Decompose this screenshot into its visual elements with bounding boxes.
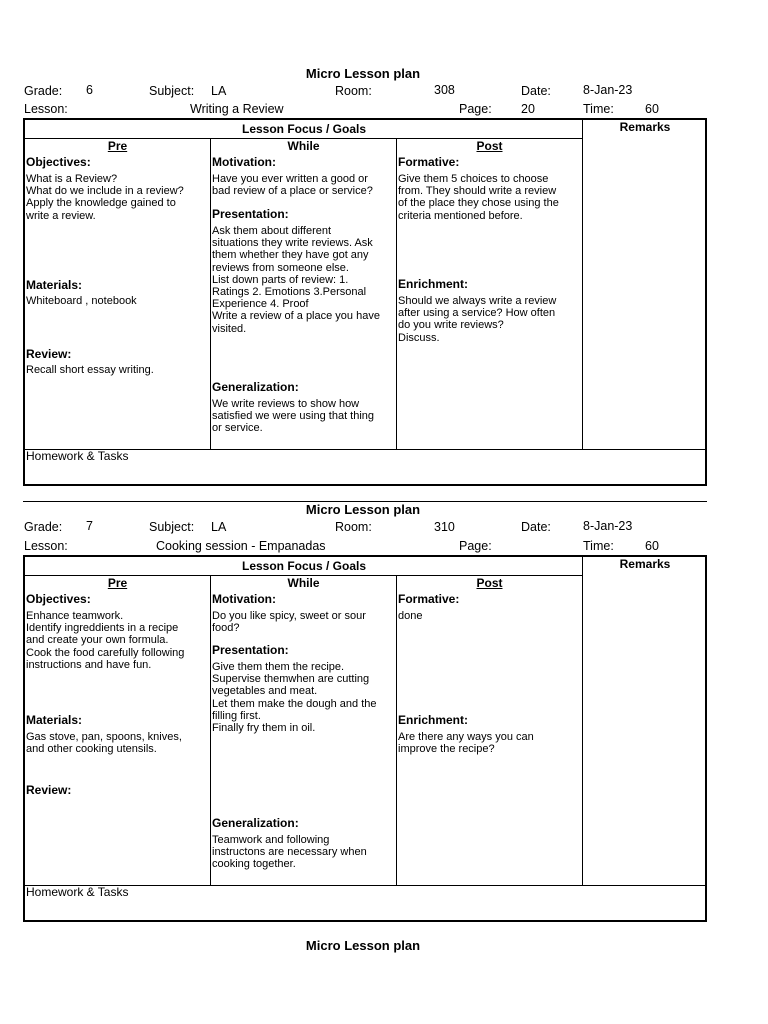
- post-header: Post: [476, 576, 503, 590]
- focus-header: Lesson Focus / Goals: [241, 559, 367, 573]
- formative-heading: Formative:: [398, 592, 460, 606]
- presentation-heading: Presentation:: [212, 643, 289, 657]
- enrichment-text: Are there any ways you can improve the recipe?: [398, 731, 534, 756]
- subject-label: Subject:: [149, 84, 195, 98]
- review-heading: Review:: [26, 347, 72, 361]
- generalization-heading: Generalization:: [212, 380, 299, 394]
- materials-text: Whiteboard , notebook: [26, 295, 137, 307]
- while-header: While: [287, 576, 320, 590]
- enrichment-heading: Enrichment:: [398, 713, 469, 727]
- presentation-heading: Presentation:: [212, 207, 289, 221]
- focus-header: Lesson Focus / Goals: [241, 122, 367, 136]
- room-label: Room:: [335, 84, 372, 98]
- review-heading: Review:: [26, 783, 72, 797]
- motivation-text: Do you like spicy, sweet or sour food?: [212, 610, 366, 635]
- materials-heading: Materials:: [26, 713, 83, 727]
- lesson-value: Writing a Review: [190, 102, 284, 116]
- lesson-label: Lesson:: [24, 102, 68, 116]
- lesson-grid: [23, 118, 707, 486]
- date-value: 8-Jan-23: [583, 83, 633, 97]
- page-label: Page:: [459, 102, 492, 116]
- grade-label: Grade:: [24, 520, 63, 534]
- date-label: Date:: [521, 520, 551, 534]
- lesson-grid: [23, 555, 707, 922]
- page-value: 20: [521, 102, 535, 116]
- remarks-header: Remarks: [619, 120, 671, 134]
- generalization-text: Teamwork and following instructons are necessary when cooking together.: [212, 834, 367, 871]
- subject-label: Subject:: [149, 520, 195, 534]
- lesson-label: Lesson:: [24, 539, 68, 553]
- remarks-header: Remarks: [619, 557, 671, 571]
- review-text: Recall short essay writing.: [26, 364, 154, 376]
- time-label: Time:: [583, 102, 614, 116]
- post-header: Post: [476, 139, 503, 153]
- formative-text: Give them 5 choices to choose from. They should write a review of the place they chose using the criteria mentioned before.: [398, 173, 559, 222]
- room-value: 310: [434, 520, 455, 534]
- subject-value: LA: [211, 520, 227, 534]
- pre-header: Pre: [107, 139, 128, 153]
- enrichment-heading: Enrichment:: [398, 277, 469, 291]
- objectives-heading: Objectives:: [26, 592, 91, 606]
- presentation-text: Give them them the recipe. Supervise themwhen are cutting vegetables and meat. Let them make the dough and the filling first. Finally fry them in oil.: [212, 661, 377, 735]
- motivation-heading: Motivation:: [212, 155, 276, 169]
- motivation-heading: Motivation:: [212, 592, 276, 606]
- grade-value: 6: [86, 83, 93, 97]
- while-header: While: [287, 139, 320, 153]
- motivation-text: Have you ever written a good or bad review of a place or service?: [212, 173, 373, 198]
- time-value: 60: [645, 539, 659, 553]
- homework-label: Homework & Tasks: [26, 885, 129, 899]
- grade-value: 7: [86, 519, 93, 533]
- plan-title-3: Micro Lesson plan: [305, 938, 421, 953]
- grade-label: Grade:: [24, 84, 63, 98]
- date-label: Date:: [521, 84, 551, 98]
- homework-label: Homework & Tasks: [26, 449, 129, 463]
- materials-heading: Materials:: [26, 278, 83, 292]
- pre-header: Pre: [107, 576, 128, 590]
- subject-value: LA: [211, 84, 227, 98]
- presentation-text: Ask them about different situations they write reviews. Ask them whether they have got any reviews from someone else. List down parts of review: 1. Ratings 2. Emotions 3.Personal Experience 4. Proof Write a review of a place you have visited.: [212, 225, 380, 335]
- formative-heading: Formative:: [398, 155, 460, 169]
- formative-text: done: [398, 610, 423, 622]
- lesson-value: Cooking session - Empanadas: [156, 539, 326, 553]
- room-value: 308: [434, 83, 455, 97]
- plan-title: Micro Lesson plan: [305, 66, 421, 81]
- generalization-heading: Generalization:: [212, 816, 299, 830]
- materials-text: Gas stove, pan, spoons, knives, and other cooking utensils.: [26, 731, 182, 756]
- page-label: Page:: [459, 539, 492, 553]
- objectives-text: What is a Review? What do we include in a review? Apply the knowledge gained to write a review.: [26, 173, 184, 222]
- enrichment-text: Should we always write a review after using a service? How often do you write reviews? Discuss.: [398, 295, 557, 344]
- date-value: 8-Jan-23: [583, 519, 633, 533]
- time-value: 60: [645, 102, 659, 116]
- objectives-heading: Objectives:: [26, 155, 91, 169]
- room-label: Room:: [335, 520, 372, 534]
- generalization-text: We write reviews to show how satisfied we were using that thing or service.: [212, 398, 375, 435]
- plan-title: Micro Lesson plan: [305, 502, 421, 517]
- objectives-text: Enhance teamwork. Identify ingreddients in a recipe and create your own formula. Cook the food carefully following instructions and have fun.: [26, 610, 185, 671]
- time-label: Time:: [583, 539, 614, 553]
